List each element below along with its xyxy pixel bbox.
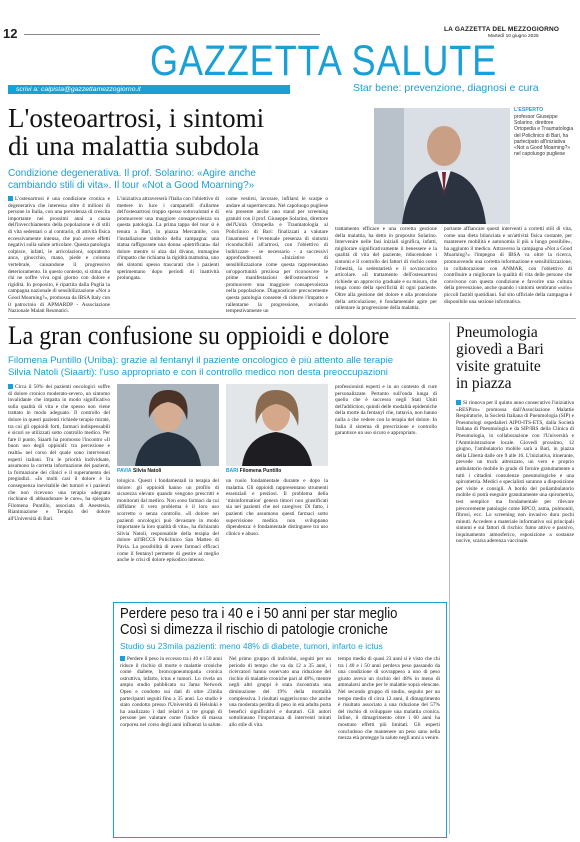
article1-headline-line1: L'osteoartrosi, i sintomi: [8, 103, 265, 133]
article2-col3: [226, 478, 328, 598]
photo1-city: PAVIA: [117, 468, 132, 474]
article3-subhead: Studio su 23mila pazienti: meno 48% di diabete, tumori, infarto e ictus: [120, 641, 383, 651]
article1-col3-text: come vestirsi, lavorare, infilarsi le scarpe o andare al supermercato. Nel capoluogo pugliese era presente anche uno stand per screening gratuiti con il prof. Giuseppe Solarino, direttore dell'Unità Ortopedia e Traumatologia al Policlinico di Bari: finalizzati a valutare l'anamnesi e l'eventuale presenza di sintomi riconducibili all'artrosi, con l'obiettivo di indirizzare - se necessario - a successivi approfondimenti. «Iniziative di sensibilizzazione come questa rappresentano un'opportunità preziosa per riconoscere le prime manifestazioni dell'osteoartrosi e promuovere una maggiore consapevolezza nella popolazione. Diagnosticare precocemente questa patologia consente di ridurre l'impatto e rallentarne la progressione, avviando tempestivamente un: [226, 196, 328, 314]
photo1-name: Silvia Natoli: [132, 468, 162, 474]
article2-col1: [8, 384, 110, 822]
article2-col2: [117, 478, 219, 598]
article1-headline-line2: di una malattia subdola: [8, 131, 260, 161]
page-number: 12: [3, 26, 18, 41]
photo2-city: BARI: [226, 468, 239, 474]
photo1-caption: [117, 468, 161, 474]
photo2-caption: [226, 468, 281, 474]
article1-col5-text: portante affiancare questi interventi a corretti stili di vita, come una dieta bilanciata e un'attività fisica costante, per mantenere mobilità e autonomia il più a lungo possibile», ha aggiunto il medico. Attraverso la campagna «Not a Good Moarning?» l'impegno di IBSA va oltre la ricerca, promuovendo una corretta informazione e sensibilizzazione, in collaborazione con ANMAR, con l'obiettivo di contribuire a migliorare la qualità di vita delle persone che convivono con questa condizione e favorire una cultura della prevenzione, anche quando i sintomi sembrano «solo» piccoli fastidi quotidiani. Sul sito ufficiale della campagna è disponibile una sezione informativa.: [444, 226, 572, 305]
photo2-name: Filomena Puntillo: [239, 468, 282, 474]
professor-portrait-icon: [374, 108, 510, 224]
article2-col4: [335, 384, 437, 598]
article2-subhead-line2: Silvia Natoli (Siaarti): l'uso appropriato e con il controllo medico non desta preoccupazioni: [8, 366, 388, 378]
article2-col3-text: un ruolo fondamentale durante e dopo la malattia. Gli oppioidi rappresentano strumenti essenziali e preziosi. Il problema della ‘misinformation' genera timori non giustificati sia nei pazienti che nei caregiver. Di fatto, i pazienti che assumono questi farmaci sotto supervisione medica non sviluppano dipendenza: è fondamentale distinguere tra uso clinico e abuso.: [226, 478, 328, 537]
sidebar-headline: [456, 324, 578, 392]
article3-headline-line1: Perdere peso tra i 40 e i 50 anni per star meglio: [120, 606, 398, 622]
article3-col3: [338, 656, 440, 832]
article1-headline: [8, 104, 264, 160]
article1-col4: [335, 226, 437, 314]
article2-col4-text: professionisti esperti e in un contesto di cure personalizzate. Pertanto sull'onda lunga di quello che è successo negli Stati Uniti dell'addiction, quindi delle modalità epidemiche della morte da fentanyl che, tuttavia, non hanno nulla a che vedere con la terapia del dolore. In Italia il sistema di prescrizione e controllo garantisce un uso sicuro e appropriato.: [335, 384, 437, 437]
article3-col1: [120, 656, 222, 832]
article1-col5: [444, 226, 572, 314]
section-title: GAZZETTA SALUTE: [150, 37, 498, 85]
sidebar-headline-line1: Pneumologia: [456, 324, 538, 341]
article1-col2-text: L'iniziativa attraverserà l'Italia con l'obiettivo di mettere in luce i campanelli d'allarme dell'osteoartrosi troppo spesso sottovalutati e di promuovere una maggiore consapevolezza su questa patologia. La prima tappa del tour si è tenuta a Bari, in piazza Mercantile, con l'installazione simbolo della campagna: una statua raffigurante una donna «pietrificata» dal dolore mentre si alza dal divano, immagine d'impatto che richiama la rigidità mattutina, uno dei sintomi spesso trascurati che i pazienti sperimentano dopo periodi di inattività prolungata.: [117, 196, 219, 282]
article1-col4-text: trattamento efficace e una corretta gestione della malattia, ha detto in proposito Solarino. Intervenire nelle fasi iniziali significa, infatti, migliorare significativamente il benessere e la qualità di vita del paziente, riducendone i sintomi e il controllo dei fattori di rischio come l'obesità, la sedentarietà e il sovraccarico articolare. «Il trattamento dell'osteoartrosi richiede un approccio graduale e su misura, che tenga conto della specificità di ogni paziente. Oltre alla gestione del dolore e alla protezione della articolazione, è fondamentale agire per rallentare la progressione della malattia.: [335, 226, 437, 312]
sidebar-body: Si rinnova per il quinto anno consecutivo l'iniziativa «RESPiro» promossa dall'Associazione Malattie Respiratorie, la Società Italiana di Pneumologia (SIP) e Pneumologi ospedalieri AIPO-ITS-ETS, dalla Società Italiana di Pneumologia e da SIP/IRS della Clinica di Pneumologia, in collaborazione con l'Università e l'Amministrazione locale. Giovedì prossimo, 12 giugno, l'ambulatorio mobile sarà a Bari, in piazza della Libertà dalle ore 9 alle 16. L'iniziativa, itinerante, prevede un truck attrezzato, un vero e proprio ambulatorio mobile in grado di fornire gratuitamente a tutti i cittadini consulenze pneumologiche e una spirometria. Medici e specialisti saranno a disposizione per visite e consigli. A bordo del poliambulatorio mobile si potrà eseguire gratuitamente una spirometria, test semplice ma fondamentale per rilevare precocemente patologie come BPCO, asma, polmoniti, fibrosi, ecc. Lo screening non invasivo dura pochi minuti. Accedere a materiale informativo sui principali sintomi e sui fattori di rischio: fumo attivo e passivo, inquinamento atmosferico, esposizione a sostanze nocive, scarsa aderenza vaccinale.: [456, 400, 574, 545]
article1-caption: professor Giuseppe Solarino, direttore Ortopedia e Traumatologia del Policlinico di Bari, ha partecipato all'iniziativa «Not a Good Moarning?» nel capoluogo pugliese: [514, 114, 574, 158]
article2-photo-natoli: [117, 384, 219, 466]
natoli-portrait-icon: [117, 384, 219, 466]
puntillo-portrait-icon: [226, 384, 328, 466]
article2-col2-text: tologico. Questi i fondamentali in terapia del dolore: gli oppioidi hanno un profilo di sicurezza elevato quando vengono prescritti e monitorati dal medico. Non sono farmaci da cui diffidare: il vero problema è il loro uso scorretto o senza controllo. «Il dolore nei pazienti oncologici può devastare in modo importante la loro qualità di vita», ha dichiarato Silvia Natoli, responsabile della terapia del dolore all'IRCCS Policlinico San Matteo di Pavia. La possibilità di avere farmaci efficaci come il fentanyl permette di gestire al meglio anche le crisi di dolore episodico intenso.: [117, 478, 219, 564]
article2-subhead-line1: Filomena Puntillo (Uniba): grazie al fentanyl il paziente oncologico è più attento alle terapie: [8, 355, 394, 366]
article3-col1-text: Perdere il peso in eccesso tra i 40 e i 50 anni riduce il rischio di morte e malattie croniche come diabete, broncopneumopatia cronica ostruttiva, infarto, ictus e tumori. Lo rivela un ampio studio pubblicato su Jama Network Open e condotto sui dati di oltre 23mila partecipanti seguiti fino a 35 anni. Lo studio è stato condotto presso l'Università di Helsinki e ha analizzato i dati relativi a tre gruppi di persone per valutare come l'indice di massa corporea nel corso degli anni influenzi la salute.: [120, 656, 222, 728]
article1-col1: [8, 196, 110, 314]
article2-photo-puntillo: [226, 384, 328, 466]
sidebar-headline-line3: visite gratuite: [456, 358, 541, 375]
article1-col3: [226, 196, 328, 314]
article3-col2: [229, 656, 331, 832]
article1-photo: [374, 108, 510, 224]
issue-date: Martedì 10 giugno 2025: [488, 34, 539, 39]
article1-subhead-line2: cambiando stili di vita». Il tour «Not a Good Moarning?»: [8, 179, 255, 191]
divider-1: [8, 318, 576, 319]
article2-headline: La gran confusione su oppioidi e dolore: [8, 321, 390, 350]
sidebar-headline-line4: in piazza: [456, 375, 512, 392]
bullet-icon: [8, 384, 13, 389]
article3-col2-text: Nel primo gruppo di individui, seguiti per un periodo di tempo che va da 12 a 35 anni, i ricercatori hanno osservato una riduzione del rischio di malattie croniche pari al 48%, mentre negli altri gruppi è stata riscontrata una diminuzione del 19% della mortalità complessiva. I risultati suggeriscono che anche una moderata perdita di peso in età adulta porta benefici significativi e duraturi. Gli autori sottolineano l'importanza di interventi mirati allo stile di vita.: [229, 656, 331, 728]
header-rule: [24, 34, 320, 35]
sidebar-headline-line2: giovedì a Bari: [456, 341, 544, 358]
sidebar-text: [456, 400, 574, 830]
article2-col1-text: Circa il 50% dei pazienti oncologici soffre di dolore cronico moderato-severo, un sintomo invalidante che impatta in modo significativo sulla qualità di vita e che spesso non viene trattato in modo adeguato. Il controllo del dolore in questi pazienti richiede terapie mirate, tra cui gli oppioidi forti, farmaci indispensabili e sicuri se utilizzati sotto controllo medico. Per fare il punto, Siaarti ha promosso l'incontro «Il buon uso degli oppioidi: tra percezione e realtà» nel corso del quale sono intervenuti esperti italiani. Tra le priorità individuate, assumono la corretta informazione dei pazienti, la formazione dei clinici e il superamento dei pregiudizi. «In molti casi il dolore è la conseguenza inevitabile dei tumori e i pazienti che non ricevono una terapia adeguata rischiano di abbandonare le cure», ha spiegato Filomena Puntillo, associata di Anestesia, Rianimazione e Terapia del dolore all'Università di Bari.: [8, 384, 110, 522]
contact-email[interactable]: scrivi a: calpista@gazzettamezzogiorno.it: [16, 86, 141, 93]
bullet-icon: [8, 196, 13, 201]
article1-caption-label: L'ESPERTO: [514, 107, 544, 113]
article1-subhead: [8, 168, 256, 191]
sidebar-divider: [449, 322, 450, 834]
bullet-icon: [456, 400, 461, 405]
article1-col1-text: L'osteoartrosi è una condizione cronica e degenerativa che interessa oltre 4 milioni di persone in Italia, con una prevalenza di crescita importante nei prossimi anni a causa dell'invecchiamento della popolazione e di stili di vita sedentari o al contrario, di attività fisica eccessivamente intensa, che può avere effetti negativi sulla salute articolare. Questa patologia colpisce, infatti, le articolazioni, soprattutto anca, ginocchio, mano, piede e colonna vertebrale, causandone il progressivo deterioramento. In questo contesto, si stima che chi ne soffre viva ogni giorno con dolore e rigidità. In proposito, è ripartita dalla Puglia la campagna nazionale di sensibilizzazione «Not a Good Moarning?», promossa da IBSA Italy con il patrocinio di APMARDP - Associazione Nazionale Malati Reumatici.: [8, 196, 110, 314]
article3-headline-line2: Così si dimezza il rischio di patologie croniche: [120, 622, 388, 638]
paper-name: LA GAZZETTA DEL MEZZOGIORNO: [444, 26, 560, 33]
bullet-icon: [120, 656, 125, 661]
article2-subhead: [8, 355, 448, 378]
article1-subhead-line1: Condizione degenerativa. Il prof. Solarino: «Agire anche: [8, 168, 256, 179]
section-tagline: Star bene: prevenzione, diagnosi e cura: [353, 82, 539, 94]
article3-headline: [120, 606, 397, 638]
article3-col3-text: tempo medio di quasi 23 anni si è visto che chi tra i 40 e i 50 anni perdeva peso passando da una condizione di sovrappeso a uno di peso giusto aveva un rischio del 48% in meno di ammalarsi anche per le malattie sopra elencate. Nel secondo gruppo di studio, seguito per un tempo medio di circa 12 anni, il dimagrimento è risultato associato a una riduzione del 57% del rischio di sviluppare una malattia cronica. Infine, il dimagrimento oltre i 60 anni ha mostrato effetti più limitati. Gli esperti concludono che mantenere un peso sano nella mezza età protegge la salute negli anni a venire.: [338, 656, 440, 742]
article1-col2: [117, 196, 219, 314]
